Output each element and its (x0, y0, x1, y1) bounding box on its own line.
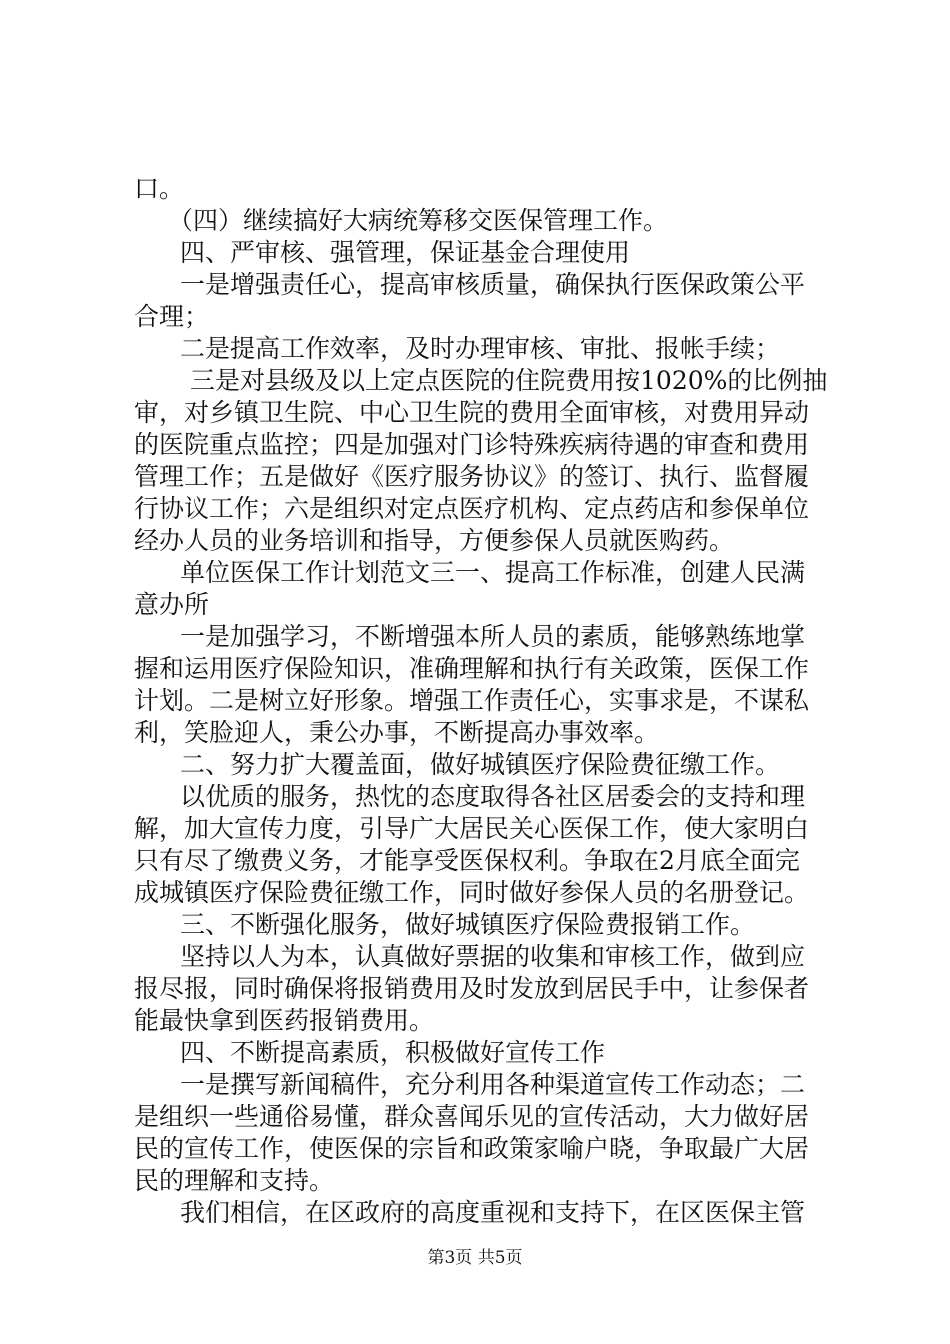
text-line: 审，对乡镇卫生院、中心卫生院的费用全面审核，对费用异动 (134, 398, 810, 427)
text-line: 经办人员的业务培训和指导，方便参保人员就医购药。 (134, 526, 735, 555)
text-line: 只有尽了缴费义务，才能享受医保权利。争取在2月底全面完 (134, 846, 800, 875)
text-line: 意办所 (134, 590, 210, 619)
text-line: 民的宣传工作，使医保的宗旨和政策家喻户晓，争取最广大居 (134, 1134, 810, 1163)
text-line: 口。 (134, 174, 185, 203)
text-line: 二是提高工作效率，及时办理审核、审批、报帐手续； (180, 334, 781, 363)
text-line: 单位医保工作计划范文三一、提高工作标准，创建人民满 (180, 558, 806, 587)
text-line: 一是撰写新闻稿件，充分利用各种渠道宣传工作动态；二 (180, 1070, 806, 1099)
text-line: 的医院重点监控；四是加强对门诊特殊疾病待遇的审查和费用 (134, 430, 810, 459)
section-heading: 四、不断提高素质，积极做好宣传工作 (180, 1038, 606, 1067)
text-line: 以优质的服务，热忱的态度取得各社区居委会的支持和理 (180, 782, 806, 811)
text-line: 计划。二是树立好形象。增强工作责任心，实事求是，不谋私 (134, 686, 810, 715)
text-line: 我们相信，在区政府的高度重视和支持下，在区医保主管 (180, 1198, 806, 1227)
text-line: 合理； (134, 302, 210, 331)
text-line: 是组织一些通俗易懂，群众喜闻乐见的宣传活动，大力做好居 (134, 1102, 810, 1131)
text-line: 坚持以人为本，认真做好票据的收集和审核工作，做到应 (180, 942, 806, 971)
text-line: 一是增强责任心，提高审核质量，确保执行医保政策公平 (180, 270, 806, 299)
text-line: 能最快拿到医药报销费用。 (134, 1006, 435, 1035)
text-line: 民的理解和支持。 (134, 1166, 335, 1195)
text-line: 行协议工作；六是组织对定点医疗机构、定点药店和参保单位 (134, 494, 810, 523)
section-heading: 二、努力扩大覆盖面，做好城镇医疗保险费征缴工作。 (180, 750, 781, 779)
page-number-footer: 第3页 共5页 (427, 1248, 523, 1268)
text-line: 三是对县级及以上定点医院的住院费用按1020%的比例抽 (190, 366, 828, 395)
text-line: 利，笑脸迎人，秉公办事，不断提高办事效率。 (134, 718, 660, 747)
text-line: 报尽报，同时确保将报销费用及时发放到居民手中，让参保者 (134, 974, 810, 1003)
text-line: 握和运用医疗保险知识，准确理解和执行有关政策，医保工作 (134, 654, 810, 683)
text-line: 解，加大宣传力度，引导广大居民关心医保工作，使大家明白 (134, 814, 810, 843)
text-line: 一是加强学习，不断增强本所人员的素质，能够熟练地掌 (180, 622, 806, 651)
text-line: （四）继续搞好大病统筹移交医保管理工作。 (168, 206, 669, 235)
text-line: 成城镇医疗保险费征缴工作，同时做好参保人员的名册登记。 (134, 878, 810, 907)
section-heading: 三、不断强化服务，做好城镇医疗保险费报销工作。 (180, 910, 756, 939)
text-line: 管理工作；五是做好《医疗服务协议》的签订、执行、监督履 (134, 462, 810, 491)
section-heading: 四、严审核、强管理，保证基金合理使用 (180, 238, 631, 267)
